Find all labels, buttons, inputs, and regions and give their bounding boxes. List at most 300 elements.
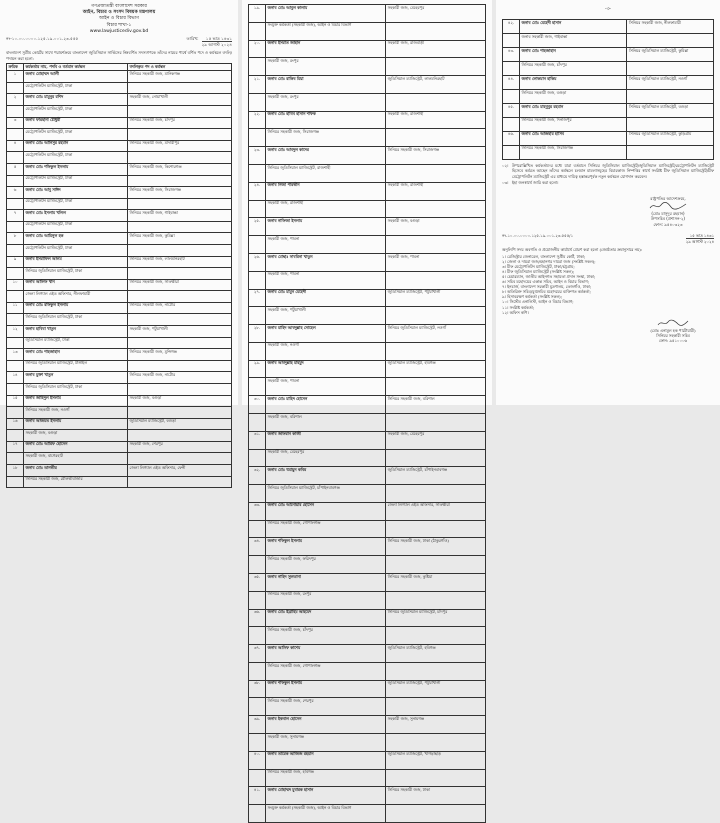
- posting-cell: সিনিয়র সহকারী জজ, কুষ্টিয়া: [386, 574, 486, 592]
- posting-cell: [128, 245, 232, 257]
- table-row: [249, 805, 486, 823]
- posting-cell: [128, 129, 232, 141]
- officer-cell: জনাব মাহিদ আবদুল্লাহ সোহেল: [266, 325, 386, 343]
- serial-cell: [7, 407, 24, 419]
- officer-cell: জনাব মোঃ মামুনুর রশিদ: [24, 94, 128, 106]
- posting-cell: [386, 449, 486, 467]
- table-row: [249, 734, 486, 752]
- posting-cell: [128, 175, 232, 187]
- posting-cell: [386, 769, 486, 787]
- serial-cell: [249, 22, 266, 40]
- officer-cell: সিনিয়র সহকারী জজ, শেরপুর: [266, 698, 386, 716]
- officer-cell: সিনিয়র সহকারী জজ, ফরিদপুর: [266, 556, 386, 574]
- officer-cell: সিনিয়র জুডিসিয়াল ম্যাজিস্ট্রেট, ঢাকা: [24, 383, 128, 395]
- serial-cell: ৪৩.: [503, 47, 520, 61]
- serial-cell: ২৬.: [249, 253, 266, 271]
- posting-cell: [128, 360, 232, 372]
- table-row: [249, 200, 486, 218]
- col-serial-header: ক্রমিক: [7, 64, 24, 71]
- note-number: ০২।: [502, 162, 509, 168]
- serial-cell: ৩৫.: [249, 574, 266, 592]
- posting-cell: জুডিসিয়াল ম্যাজিস্ট্রেট, খাগড়াছড়ি: [386, 751, 486, 769]
- serial-cell: [7, 221, 24, 233]
- officer-cell: মেট্রোপলিটন ম্যাজিস্ট্রেট, ঢাকা: [24, 175, 128, 187]
- posting-cell: [627, 145, 714, 159]
- serial-cell: ৪০.: [249, 751, 266, 769]
- posting-cell: সিনিয়র সহকারী জজ, নাটোর: [128, 372, 232, 384]
- table-row: [7, 163, 232, 175]
- officer-cell: সহকারী জজ, মেহেরপুর: [266, 449, 386, 467]
- date-bengali: ১৫ ভাদ্র ১৪৩১: [205, 36, 232, 42]
- serial-cell: [249, 271, 266, 289]
- posting-cell: জুডিসিয়াল ম্যাজিস্ট্রেট, পটুয়াখালী: [386, 289, 486, 307]
- serial-cell: [249, 556, 266, 574]
- officer-cell: জনাব জাফরান কাজী: [266, 431, 386, 449]
- officer-cell: সহকারী জজ, রাজশাহী: [266, 200, 386, 218]
- posting-cell: [386, 236, 486, 254]
- posting-cell: [386, 200, 486, 218]
- serial-cell: [7, 198, 24, 210]
- serial-cell: ১৭: [7, 441, 24, 453]
- table-row: [249, 538, 486, 556]
- posting-cell: সিনিয়র সহকারী জজ, মুন্সিগঞ্জ: [128, 349, 232, 361]
- officer-cell: জনাব মোঃ ইসলাম খলিল: [24, 210, 128, 222]
- serial-cell: [503, 61, 520, 75]
- officer-cell: জনাব ইসরাত জাহান: [266, 40, 386, 58]
- serial-cell: [249, 449, 266, 467]
- copy-recipient: ৬। সচিব মহোদয়ের একান্ত সচিব, আইন ও বিচার বিভাগ;: [502, 279, 589, 285]
- letterhead: [6, 4, 232, 35]
- serial-cell: [7, 245, 24, 257]
- posting-cell: [386, 520, 486, 538]
- officer-cell: জনাব মোঃ শাহজাহান: [24, 349, 128, 361]
- serial-cell: [249, 58, 266, 76]
- officer-cell: সিনিয়র সহকারী জজ, দিনাজপুর: [520, 117, 627, 131]
- serial-cell: [249, 236, 266, 254]
- officer-cell: জুডিসিয়াল ম্যাজিস্ট্রেট, ঢাকা: [24, 337, 128, 349]
- transfer-table-3: [502, 19, 714, 160]
- officer-cell: মেট্রোপলিটন ম্যাজিস্ট্রেট, ঢাকা: [24, 82, 128, 94]
- posting-cell: সহকারী জজ, রাজশাহী: [386, 182, 486, 200]
- officer-cell: মেট্রোপলিটন ম্যাজিস্ট্রেট, ঢাকা: [24, 221, 128, 233]
- table-row: [249, 342, 486, 360]
- table-row: [249, 574, 486, 592]
- copy-recipient: ১। রেজিস্ট্রার জেনারেল, বাংলাদেশ সুপ্রীম কোর্ট, ঢাকা;: [502, 253, 586, 259]
- signature-scribble: [648, 201, 688, 211]
- posting-cell: [128, 407, 232, 419]
- officer-cell: জেলা লিগ্যাল এইড অফিসার, নীলফামারী: [24, 291, 128, 303]
- table-row: [249, 378, 486, 396]
- posting-cell: সিনিয়র জুডিসিয়াল ম্যাজিস্ট্রেট, নওগাঁ: [627, 75, 714, 89]
- table-row: [249, 698, 486, 716]
- transfer-table-1: [6, 63, 232, 488]
- officer-cell: জনাব শফিকুল ইসলাম: [266, 680, 386, 698]
- officer-cell: সিনিয়র জুডিসিয়াল ম্যাজিস্ট্রেট, রাজশাহী: [266, 165, 386, 183]
- document-page-2: [242, 0, 492, 810]
- note-text: উপরোল্লিখিত কর্মকর্তাদের মধ্যে যারা বর্তমানে সিনিয়র জুডিসিয়াল ম্যাজিস্ট্রেট/জুডিসিয়াল ম্যাজিস্ট্রেট/মেট্রোপলিটন ম্যাজিস্ট্রেট হিসেবে কর্মরত আছেন তাঁদের কর্মস্থলে চলমান মামলাসমূহের বিচারকাজ নিষ্পত্তির স্বার্থে সংশ্লিষ্ট চীফ জুডিসিয়াল ম্যাজিস্ট্রেট/চীফ মেট্রোপলিটন ম্যাজিস্ট্রেট এর মাধ্যমে দায়িত্ব হস্তান্তরপূর্বক নতুন কর্মস্থলে যোগদান করবেন।: [512, 162, 714, 179]
- officer-cell: জনাব আজমত ইসলাম: [24, 418, 128, 430]
- document-page-3: [496, 0, 720, 405]
- officer-cell: সহকারী জজ, পাবনা: [266, 378, 386, 396]
- table-row: [249, 662, 486, 680]
- posting-cell: [386, 734, 486, 752]
- table-row: [7, 210, 232, 222]
- table-row: [7, 430, 232, 442]
- officer-cell: জনাব মোঃ আরিফ হোসেন: [24, 441, 128, 453]
- signature-block: [622, 196, 714, 228]
- serial-cell: [249, 129, 266, 147]
- table-row: [249, 467, 486, 485]
- serial-cell: [7, 476, 24, 488]
- serial-cell: [249, 627, 266, 645]
- date-english: ২৯ আগস্ট ২০২৪: [201, 42, 232, 48]
- table-row: [249, 609, 486, 627]
- posting-cell: সিনিয়র সহকারী জজ, ঢাকা (ঠাকুরগাঁও): [386, 538, 486, 556]
- copy-recipient: ৪। চীফ জুডিসিয়াল ম্যাজিস্ট্রেট (সংশ্লিষ্ট সকল);: [502, 268, 575, 274]
- serial-cell: [249, 165, 266, 183]
- table-row: [249, 129, 486, 147]
- serial-cell: [249, 342, 266, 360]
- officer-cell: জনাব লোকমান হাকিম: [520, 75, 627, 89]
- officer-cell: সিনিয়র সহকারী জজ, নওগাঁ: [24, 407, 128, 419]
- table-row: [7, 279, 232, 291]
- table-row: [249, 769, 486, 787]
- table-row: [7, 82, 232, 94]
- document-page-1: [0, 0, 238, 482]
- serial-cell: [7, 129, 24, 141]
- branch-name: বিচার শাখা-১: [106, 22, 132, 28]
- officer-cell: মেট্রোপলিটন ম্যাজিস্ট্রেট, ঢাকা: [24, 152, 128, 164]
- serial-cell: ১৩: [7, 349, 24, 361]
- officer-cell: সহকারী জজ, পাবনা: [266, 271, 386, 289]
- table-row: [249, 413, 486, 431]
- table-row: [7, 106, 232, 118]
- serial-cell: ৩৬.: [249, 609, 266, 627]
- table-row: [7, 395, 232, 407]
- serial-cell: ২২.: [249, 111, 266, 129]
- serial-cell: [249, 413, 266, 431]
- officer-cell: জনাব মোঃ আজহার হাসিব: [520, 131, 627, 145]
- officer-cell: মেট্রোপলিটন ম্যাজিস্ট্রেট, ঢাকা: [24, 106, 128, 118]
- officer-cell: জনাব মোঃ আবুল কালাম: [266, 5, 386, 23]
- table-row: [7, 221, 232, 233]
- posting-cell: [386, 378, 486, 396]
- officer-cell: জনাব মোঃ ইব্রাহিম আহমেদ: [266, 609, 386, 627]
- officer-cell: সিনিয়র সহকারী জজ, সিরাজগঞ্জ: [266, 129, 386, 147]
- table-row: [7, 140, 232, 152]
- transfer-table-2: [248, 4, 486, 823]
- table-row: [7, 383, 232, 395]
- officer-cell: জনাব মোঃ মামুন মেহেদী: [266, 289, 386, 307]
- table-row: [503, 89, 714, 103]
- table-row: [503, 117, 714, 131]
- table-row: [249, 591, 486, 609]
- officer-cell: সংযুক্ত কর্মকর্তা (সহকারী জজ), আইন ও বিচার বিভাগ: [266, 22, 386, 40]
- officer-cell: জনাব মোঃ আনোয়ার হোসেন: [266, 502, 386, 520]
- serial-cell: ১৮: [7, 464, 24, 476]
- serial-cell: ২: [7, 94, 24, 106]
- officer-cell: জনাব তারেক আজিজ রহমান: [266, 751, 386, 769]
- posting-cell: [128, 268, 232, 280]
- serial-cell: [503, 33, 520, 47]
- posting-cell: জুডিসিয়াল ম্যাজিস্ট্রেট, হবিগঞ্জ: [386, 360, 486, 378]
- table-row: [7, 245, 232, 257]
- serial-cell: [249, 93, 266, 111]
- table-row: [7, 337, 232, 349]
- serial-cell: ২৩.: [249, 147, 266, 165]
- posting-cell: সিনিয়র সহকারী জজ, চাঁদপুর: [128, 117, 232, 129]
- serial-cell: [503, 117, 520, 131]
- table-row: [7, 117, 232, 129]
- serial-cell: ১৬: [7, 418, 24, 430]
- note-number: ০৩।: [502, 180, 509, 186]
- posting-cell: [386, 805, 486, 823]
- table-row: [249, 218, 486, 236]
- table-row: [249, 520, 486, 538]
- copy-memo-number: নং-১০.০০.০০০০.১২৫.১৯.০০১.২৩.৫৫৫/১: [502, 233, 573, 239]
- serial-cell: ৪১.: [249, 787, 266, 805]
- posting-cell: [386, 342, 486, 360]
- officer-cell: জনাব আবদুল্লাহ মাহমুদ: [266, 360, 386, 378]
- signature-scribble-2: [656, 319, 690, 327]
- table-row: [249, 147, 486, 165]
- posting-cell: সিনিয়র জুডিসিয়াল ম্যাজিস্ট্রেট, কুড়িগ্রাম: [627, 131, 714, 145]
- officer-cell: জনাব মোঃ আনিসুর রহমান: [24, 140, 128, 152]
- signatory-designation: উপসচিব (প্রশাসন-২): [651, 216, 685, 222]
- officer-cell: সহকারী জজ, নওগাঁ: [266, 342, 386, 360]
- table-row: [7, 314, 232, 326]
- copy-reference-row: [502, 233, 714, 244]
- serial-cell: [249, 698, 266, 716]
- officer-cell: জনাব জাহিদুল ইসলাম: [24, 395, 128, 407]
- table-row: [249, 645, 486, 663]
- officer-cell: সিনিয়র সহকারী জজ, সিরাজগঞ্জ: [520, 145, 627, 159]
- serial-cell: [7, 152, 24, 164]
- officer-cell: সিনিয়র সহকারী জজ, গোপালগঞ্জ: [266, 662, 386, 680]
- officer-cell: জনাব মোঃ হুমায়ুন কবির: [266, 467, 386, 485]
- note-text: ইহা জনস্বার্থে জারি করা হলো।: [512, 180, 559, 186]
- posting-cell: সিনিয়র জুডিসিয়াল ম্যাজিস্ট্রেট, নওগাঁ: [386, 325, 486, 343]
- serial-cell: ১: [7, 71, 24, 83]
- officer-cell: সহকারী জজ, সুনামগঞ্জ: [266, 734, 386, 752]
- table-row: [249, 396, 486, 414]
- posting-cell: সহকারী জজ, নোয়াখালী: [128, 94, 232, 106]
- officer-cell: জনাব হাবিবা খাতুন: [24, 326, 128, 338]
- serial-cell: ৯: [7, 256, 24, 268]
- officer-cell: সহকারী জজ, রংপুর: [266, 93, 386, 111]
- serial-cell: [7, 430, 24, 442]
- serial-cell: ৩৩.: [249, 502, 266, 520]
- table-row: [249, 111, 486, 129]
- table-row: [503, 75, 714, 89]
- table-row: [7, 441, 232, 453]
- posting-cell: সহকারী জজ, সুনামগঞ্জ: [386, 716, 486, 734]
- posting-cell: [128, 106, 232, 118]
- serial-cell: ৩১.: [249, 431, 266, 449]
- serial-cell: [7, 291, 24, 303]
- table-row: [249, 5, 486, 23]
- officer-cell: মেট্রোপলিটন ম্যাজিস্ট্রেট, ঢাকা: [24, 198, 128, 210]
- table-row: [503, 131, 714, 145]
- serial-cell: ২৪.: [249, 182, 266, 200]
- serial-cell: [7, 175, 24, 187]
- date-label: তারিখ:: [186, 36, 199, 42]
- officer-cell: সিনিয়র সহকারী জজ, বগুড়া: [520, 89, 627, 103]
- posting-cell: জেলা লিগ্যাল এইড অফিসার, সাতক্ষীরা: [386, 502, 486, 520]
- serial-cell: [7, 383, 24, 395]
- table-row: [7, 187, 232, 199]
- table-row: [7, 175, 232, 187]
- posting-cell: জুডিসিয়াল ম্যাজিস্ট্রেট, চাঁপাইনবাবগঞ্জ: [386, 467, 486, 485]
- table-row: [7, 233, 232, 245]
- copy-date-bengali: ১৫ ভাদ্র ১৪৩১: [689, 233, 714, 239]
- posting-cell: [128, 82, 232, 94]
- posting-cell: জুডিসিয়াল ম্যাজিস্ট্রেট, হবিগঞ্জ: [386, 645, 486, 663]
- posting-cell: [386, 591, 486, 609]
- posting-cell: সিনিয়র সহকারী জজ, নাটোর: [128, 302, 232, 314]
- table-row: [7, 129, 232, 141]
- serial-cell: [249, 200, 266, 218]
- table-row: [503, 47, 714, 61]
- officer-cell: জনাব মোঃ শাহজাহান: [520, 47, 627, 61]
- serial-cell: [7, 360, 24, 372]
- posting-cell: [386, 698, 486, 716]
- posting-cell: সিনিয়র সহকারী জজ, নীলফামারী: [627, 20, 714, 34]
- serial-cell: ৪: [7, 140, 24, 152]
- posting-cell: [386, 556, 486, 574]
- officer-cell: জনাব মোঃ আমিনুল হক: [24, 233, 128, 245]
- table-row: [249, 165, 486, 183]
- serial-cell: [249, 378, 266, 396]
- posting-cell: জুডিসিয়াল ম্যাজিস্ট্রেট, পটুয়াখালী: [386, 680, 486, 698]
- table-row: [249, 40, 486, 58]
- officer-cell: জনাব মোঃ তানভীর: [24, 464, 128, 476]
- posting-cell: সহকারী জজ, রাজবাড়ী: [386, 40, 486, 58]
- posting-cell: [128, 337, 232, 349]
- officer-cell: সিনিয়র সহকারী জজ, গোপালগঞ্জ: [266, 520, 386, 538]
- copy-recipient: ৮। অতিরিক্ত সচিব/যুগ্মসচিব মহোদয়ের ব্যক্তিগত কর্মকর্তা;: [502, 289, 591, 295]
- division-name: আইন ও বিচার বিভাগ: [98, 16, 140, 22]
- website: www.lawjusticediv.gov.bd: [89, 28, 149, 34]
- posting-cell: [128, 152, 232, 164]
- table-row: [249, 22, 486, 40]
- posting-cell: সহকারী জজ, রাজশাহী: [386, 111, 486, 129]
- serial-cell: [249, 662, 266, 680]
- posting-cell: সিনিয়র জুডিসিয়াল ম্যাজিস্ট্রেট, বগুড়া: [627, 103, 714, 117]
- serial-cell: ৩৯.: [249, 716, 266, 734]
- posting-cell: [386, 271, 486, 289]
- table-row: [249, 431, 486, 449]
- table-row: [249, 289, 486, 307]
- officer-cell: জনাব মোহাম্মদ মুবারক হাসান: [266, 787, 386, 805]
- copy-recipient-list: [502, 254, 714, 315]
- table-row: [503, 103, 714, 117]
- serial-cell: ১৯.: [249, 5, 266, 23]
- officer-cell: জনাব মোঃ রাকিব মিয়া: [266, 76, 386, 94]
- serial-cell: [503, 145, 520, 159]
- table-row: [249, 236, 486, 254]
- officer-cell: জনাব মোঃ মাহবুবুর রহমান: [520, 103, 627, 117]
- table-row: [249, 449, 486, 467]
- posting-cell: সিনিয়র সহকারী জজ, মাদারীপুর: [128, 140, 232, 152]
- posting-cell: সিনিয়র সহকারী জজ, কিশোরগঞ্জ: [128, 163, 232, 175]
- table-row: [7, 464, 232, 476]
- copy-recipient: ১২। অফিস কপি।: [502, 309, 529, 315]
- serial-cell: ২৮.: [249, 325, 266, 343]
- posting-cell: সহকারী জজ, মেহেরপুর: [386, 5, 486, 23]
- officer-cell: সংযুক্ত কর্মকর্তা (সহকারী জজ), আইন ও বিচার বিভাগ: [266, 805, 386, 823]
- serial-cell: ৩৪.: [249, 538, 266, 556]
- officer-cell: মেট্রোপলিটন ম্যাজিস্ট্রেট, ঢাকা: [24, 245, 128, 257]
- notes-section: [502, 163, 714, 186]
- second-signature-block: [632, 319, 714, 343]
- officer-cell: জনাব মুক্তা খাতুন: [24, 372, 128, 384]
- officer-cell: জনাব মোছাঃ সাবরিনা খাতুন: [266, 253, 386, 271]
- serial-cell: ৩৮.: [249, 680, 266, 698]
- table-row: [7, 453, 232, 465]
- table-row: [7, 198, 232, 210]
- copy-recipient: ১১। সংশ্লিষ্ট কর্মকর্তা;: [502, 304, 535, 310]
- copy-title: অনুলিপি সদয় অবগতি ও প্রয়োজনীয় কার্যার্থে প্রেরণ করা হলো (জ্যেষ্ঠতার ক্রমানুসারে নয়):: [502, 247, 643, 253]
- officer-cell: জনাব শফিকুল ইসলাম: [266, 538, 386, 556]
- serial-cell: ২৭.: [249, 289, 266, 307]
- table-row: [249, 485, 486, 503]
- table-row: [249, 556, 486, 574]
- table-row: [249, 360, 486, 378]
- officer-cell: সিনিয়র সহকারী জজ, মৌলভীবাজার: [24, 476, 128, 488]
- posting-cell: সিনিয়র জুডিসিয়াল ম্যাজিস্ট্রেট, চাঁদপুর: [386, 609, 486, 627]
- posting-cell: জুডিসিয়াল ম্যাজিস্ট্রেট, বগুড়া: [128, 418, 232, 430]
- officer-cell: জনাব ইকবাল হোসেন: [266, 716, 386, 734]
- note-item: [502, 163, 714, 179]
- serial-cell: [249, 520, 266, 538]
- serial-cell: ২০.: [249, 40, 266, 58]
- col-posting-header: বদলিকৃত পদ ও কর্মস্থল: [128, 64, 232, 71]
- posting-cell: [386, 93, 486, 111]
- table-row: [503, 33, 714, 47]
- officer-cell: মেট্রোপলিটন ম্যাজিস্ট্রেট, ঢাকা: [24, 129, 128, 141]
- officer-cell: সিনিয়র জুডিসিয়াল ম্যাজিস্ট্রেট, ঢাকা: [24, 314, 128, 326]
- serial-cell: ৪৬.: [503, 131, 520, 145]
- posting-cell: সহকারী জজ, বগুড়া: [128, 395, 232, 407]
- officer-cell: জনাব মোঃ শফিকুল ইসলাম: [24, 163, 128, 175]
- signatory-phone: ফোন: ৯৫৪০৩২৩: [653, 221, 683, 227]
- table-row: [7, 349, 232, 361]
- officer-cell: জনাব আসিফ কাশেম: [266, 645, 386, 663]
- table-row: [7, 476, 232, 488]
- table-row: [7, 94, 232, 106]
- signatory-2-name: (মোঃ এনামুল হক পাটোয়ারী): [650, 327, 696, 333]
- table-row: [7, 268, 232, 280]
- table-row: [249, 182, 486, 200]
- serial-cell: ১০: [7, 279, 24, 291]
- posting-cell: সিনিয়র সহকারী জজ, মানিকগঞ্জ: [128, 71, 232, 83]
- officer-cell: জনাব নাহিদ সুলতানা: [266, 574, 386, 592]
- table-row: [249, 93, 486, 111]
- posting-cell: সিনিয়র সহকারী জজ, গাইবান্ধা: [128, 210, 232, 222]
- posting-cell: [128, 198, 232, 210]
- serial-cell: [503, 89, 520, 103]
- signatory-2-phone: ফোন: ৯৫১০০০৬: [658, 337, 688, 343]
- posting-cell: সহকারী জজ, মেহেরপুর: [386, 431, 486, 449]
- serial-cell: [7, 453, 24, 465]
- officer-cell: জনাব মোঃ মেহেদী হাসান: [520, 20, 627, 34]
- serial-cell: ৪৫.: [503, 103, 520, 117]
- table-row: [249, 751, 486, 769]
- officer-cell: জনাব আলিফ খান: [24, 279, 128, 291]
- table-row: [249, 58, 486, 76]
- officer-cell: সিনিয়র জুডিসিয়াল ম্যাজিস্ট্রেট, ঢাকা: [24, 268, 128, 280]
